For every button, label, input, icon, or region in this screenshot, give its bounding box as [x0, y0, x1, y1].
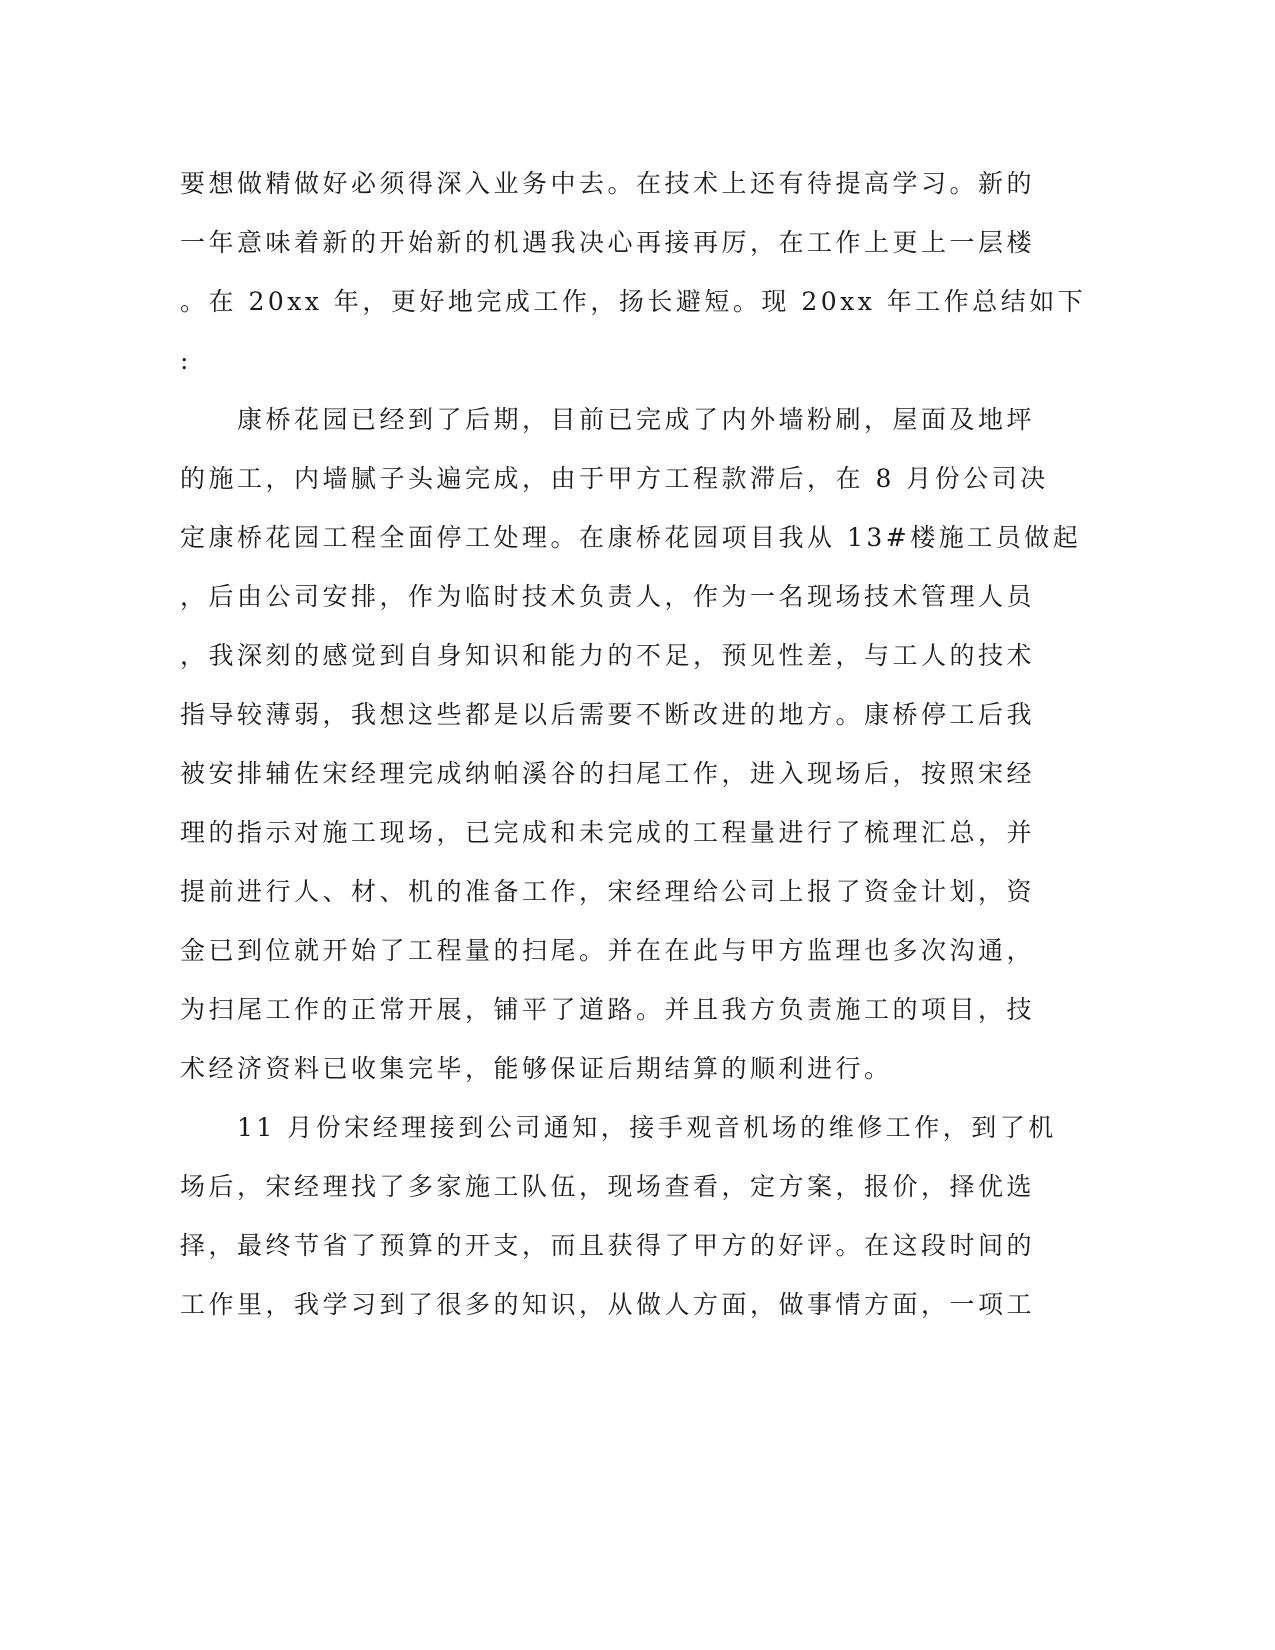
- text-line: 择，最终节省了预算的开支，而且获得了甲方的好评。在这段时间的: [180, 1231, 1036, 1260]
- text-line: 理的指示对施工现场，已完成和未完成的工程量进行了梳理汇总，并: [180, 818, 1036, 847]
- text-line: 定康桥花园工程全面停工处理。在康桥花园项目我从 13#楼施工员做起: [180, 523, 1082, 552]
- text-line: 术经济资料已收集完毕，能够保证后期结算的顺利进行。: [180, 1054, 893, 1083]
- text-line: 的施工，内墙腻子头遍完成，由于甲方工程款滞后，在 8 月份公司决: [180, 464, 1049, 493]
- text-line: 要想做精做好必须得深入业务中去。在技术上还有待提高学习。新的: [180, 169, 1036, 198]
- text-line: 一年意味着新的开始新的机遇我决心再接再厉，在工作上更上一层楼: [180, 228, 1036, 257]
- text-line: 场后，宋经理找了多家施工队伍，现场查看，定方案，报价，择优选: [180, 1172, 1036, 1201]
- text-line: 为扫尾工作的正常开展，铺平了道路。并且我方负责施工的项目，技: [180, 995, 1036, 1024]
- text-line: 康桥花园已经到了后期，目前已完成了内外墙粉刷，屋面及地坪: [180, 405, 1036, 434]
- text-line: 金已到位就开始了工程量的扫尾。并在在此与甲方监理也多次沟通，: [180, 936, 1036, 965]
- text-line: ，我深刻的感觉到自身知识和能力的不足，预见性差，与工人的技术: [180, 641, 1036, 670]
- text-line: :: [180, 346, 192, 375]
- text-line: 指导较薄弱，我想这些都是以后需要不断改进的地方。康桥停工后我: [180, 700, 1036, 729]
- text-line: 被安排辅佐宋经理完成纳帕溪谷的扫尾工作，进入现场后，按照宋经: [180, 759, 1036, 788]
- text-line: 11 月份宋经理接到公司通知，接手观音机场的维修工作，到了机: [180, 1113, 1057, 1142]
- text-line: 提前进行人、材、机的准备工作，宋经理给公司上报了资金计划，资: [180, 877, 1036, 906]
- text-line: ，后由公司安排，作为临时技术负责人，作为一名现场技术管理人员: [180, 582, 1036, 611]
- text-line: 。在 20xx 年，更好地完成工作，扬长避短。现 20xx 年工作总结如下: [180, 287, 1087, 316]
- text-line: 工作里，我学习到了很多的知识，从做人方面，做事情方面，一项工: [180, 1290, 1036, 1319]
- body-text: [180, 154, 1087, 1334]
